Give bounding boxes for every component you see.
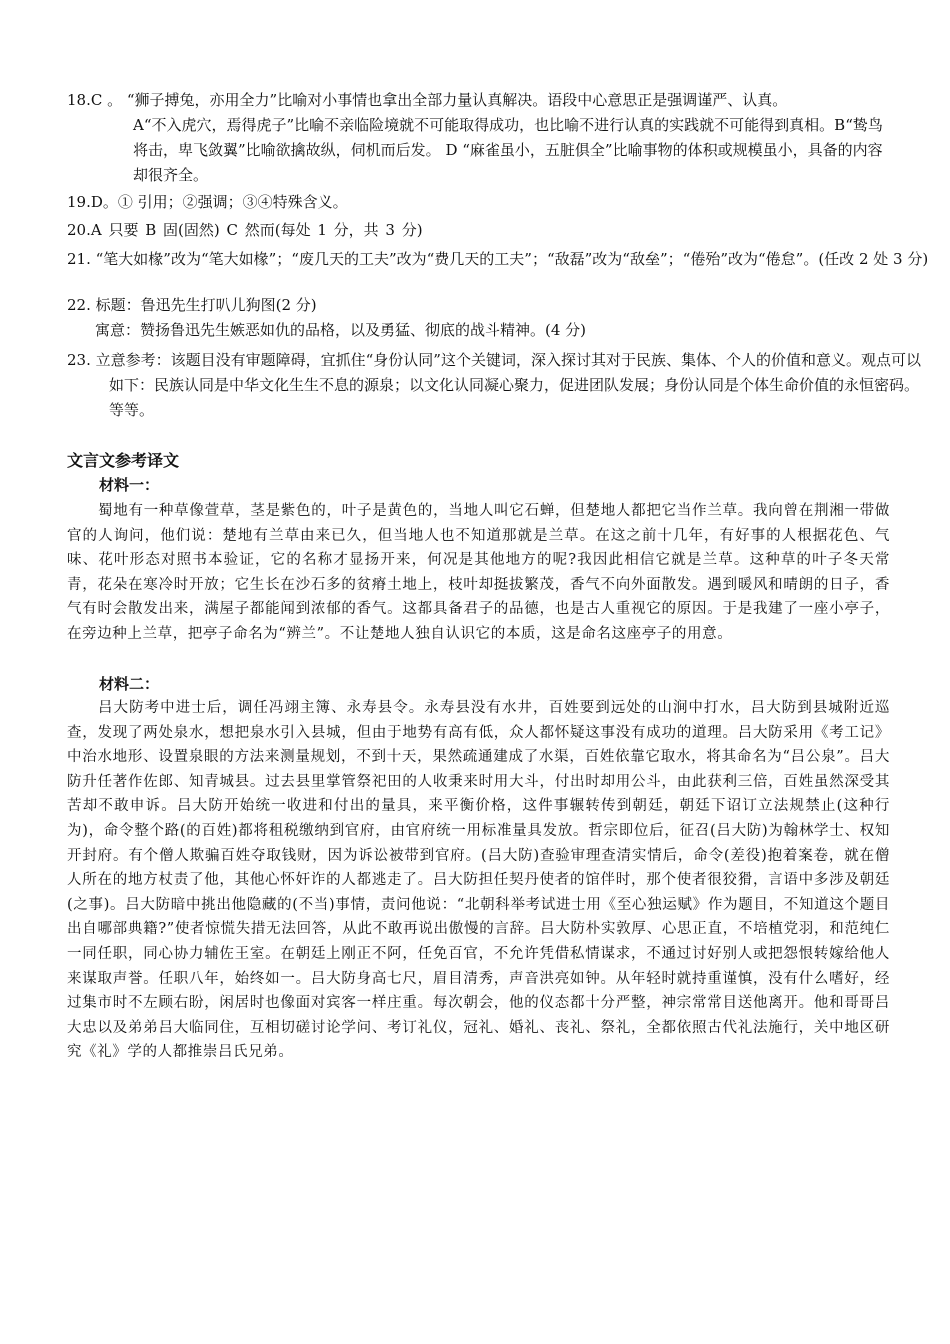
material-1-label: 材料一： bbox=[99, 476, 160, 494]
answer-19: 19.D。① 引用；②强调；③④特殊含义。 bbox=[67, 193, 348, 211]
answer-18-explanation: A“不入虎穴，焉得虎子”比喻不亲临险境就不可能取得成功，也比喻不进行认真的实践就不可能得到真相。B“鸷鸟将击，卑飞敛翼”比喻欲擒故纵，伺机而后发。 D “麻雀虽小，五脏俱全”比喻事物的体积或规模虽小，具备的内容却很齐全。 bbox=[133, 116, 883, 184]
material-1-text: 蜀地有一种草像萱草，茎是紫色的，叶子是黄色的，当地人叫它石蝉，但楚地人都把它当作兰草。我向曾在荆湘一带做官的人询问，他们说：楚地有兰草由来已久，但当地人也不知道那就是兰草。在这之前十几年，有好事的人根据花色、气味、花叶形态对照书本验证，它的名称才显扬开来，何况是其他地方的呢?我因此相信它就是兰草。这种草的叶子冬天常青，花朵在寒冷时开放；它生长在沙石多的贫瘠土地上，枝叶却挺拔繁茂，香气不向外面散发。遇到暖风和晴朗的日子，香气有时会散发出来，满屋子都能闻到浓郁的香气。这都具备君子的品德，也是古人重视它的原因。于是我建了一座小亭子，在旁边种上兰草，把亭子命名为“辨兰”。不让楚地人独自认识它的本质，这是命名这座亭子的用意。 bbox=[67, 503, 890, 642]
material-2-label: 材料二： bbox=[99, 675, 160, 693]
answer-23: 23. 立意参考：该题目没有审题障碍，宜抓住“身份认同”这个关键词，深入探讨其对于民族、集体、个人的价值和意义。观点可以如下：民族认同是中华文化生生不息的源泉；以文化认同凝心聚力，促进团队发展；身份认同是个体生命价值的永恒密码。等等。 bbox=[67, 351, 921, 419]
answer-20: 20.A 只要 B 固(固然) C 然而(每处 1 分，共 3 分) bbox=[67, 221, 423, 239]
answer-22-title: 22. 标题：鲁迅先生打叭儿狗图(2 分) bbox=[67, 296, 317, 314]
answer-21: 21. “笔大如椽”改为“笔大如椽”；“废几天的工夫”改为“费几天的工夫”；“敌磊”改为“敌垒”；“倦殆”改为“倦怠”。(任改 2 处 3 分) bbox=[67, 250, 929, 268]
answer-22-meaning: 寓意：赞扬鲁迅先生嫉恶如仇的品格，以及勇猛、彻底的战斗精神。(4 分) bbox=[95, 321, 587, 339]
material-2-text: 吕大防考中进士后，调任冯翊主簿、永寿县令。永寿县没有水井，百姓要到远处的山涧中打水，吕大防到县城附近巡查，发现了两处泉水，想把泉水引入县城，但由于地势有高有低，众人都怀疑这事没有成功的道理。吕大防采用《考工记》中治水地形、设置泉眼的方法来测量规划，不到十天，果然疏通建成了水渠，百姓依靠它取水，将其命名为“吕公泉”。吕大防升任著作佐郎、知青城县。过去县里掌管祭祀田的人收秉来时用大斗，付出时却用公斗，由此获利三倍，百姓虽然深受其苦却不敢申诉。吕大防开始统一收进和付出的量具，来平衡价格，这件事辗转传到朝廷，朝廷下诏订立法规禁止(这种行为)，命令整个路(的百姓)都将租税缴纳到官府，由官府统一用标准量具发放。哲宗即位后，征召(吕大防)为翰林学士、权知开封府。有个僧人欺骗百姓夺取钱财，因为诉讼被带到官府。(吕大防)查验审理查清实情后，命令(差役)抱着案卷，就在僧人所在的地方杖责了他，其他心怀奸诈的人都逃走了。吕大防担任契丹使者的馆伴时，那个使者很狡猾，言语中多涉及朝廷(之事)。吕大防暗中挑出他隐藏的(不当)事情，责问他说：“北朝科举考试进士用《至心独运赋》作为题目，不知道这个题目出自哪部典籍?”使者惊慌失措无法回答，从此不敢再说出傲慢的言辞。吕大防朴实敦厚、心思正直，不培植党羽，和范纯仁一同任职，同心协力辅佐王室。在朝廷上刚正不阿，任免百官，不允许凭借私情谋求，不通过讨好别人或把怨恨转嫁给他人来谋取声誉。任职八年，始终如一。吕大防身高七尺，眉目清秀，声音洪亮如钟。从年轻时就持重谨慎，没有什么嗜好，经过集市时不左顾右盼，闲居时也像面对宾客一样庄重。每次朝会，他的仪态都十分严整，神宗常常目送他离开。他和哥哥吕大忠以及弟弟吕大临同住，互相切磋讨论学问、考订礼仪，冠礼、婚礼、丧礼、祭礼，全都依照古代礼法施行，关中地区研究《礼》学的人都推崇吕氏兄弟。 bbox=[67, 700, 890, 1061]
answer-18 bbox=[67, 88, 892, 188]
answer-22 bbox=[67, 293, 889, 343]
answer-18-first-line: 18.C 。 “狮子搏兔，亦用全力”比喻对小事情也拿出全部力量认真解决。语段中心意思正是强调谨严、认真。 bbox=[67, 91, 788, 109]
translation-heading: 文言文参考译文 bbox=[67, 451, 180, 470]
